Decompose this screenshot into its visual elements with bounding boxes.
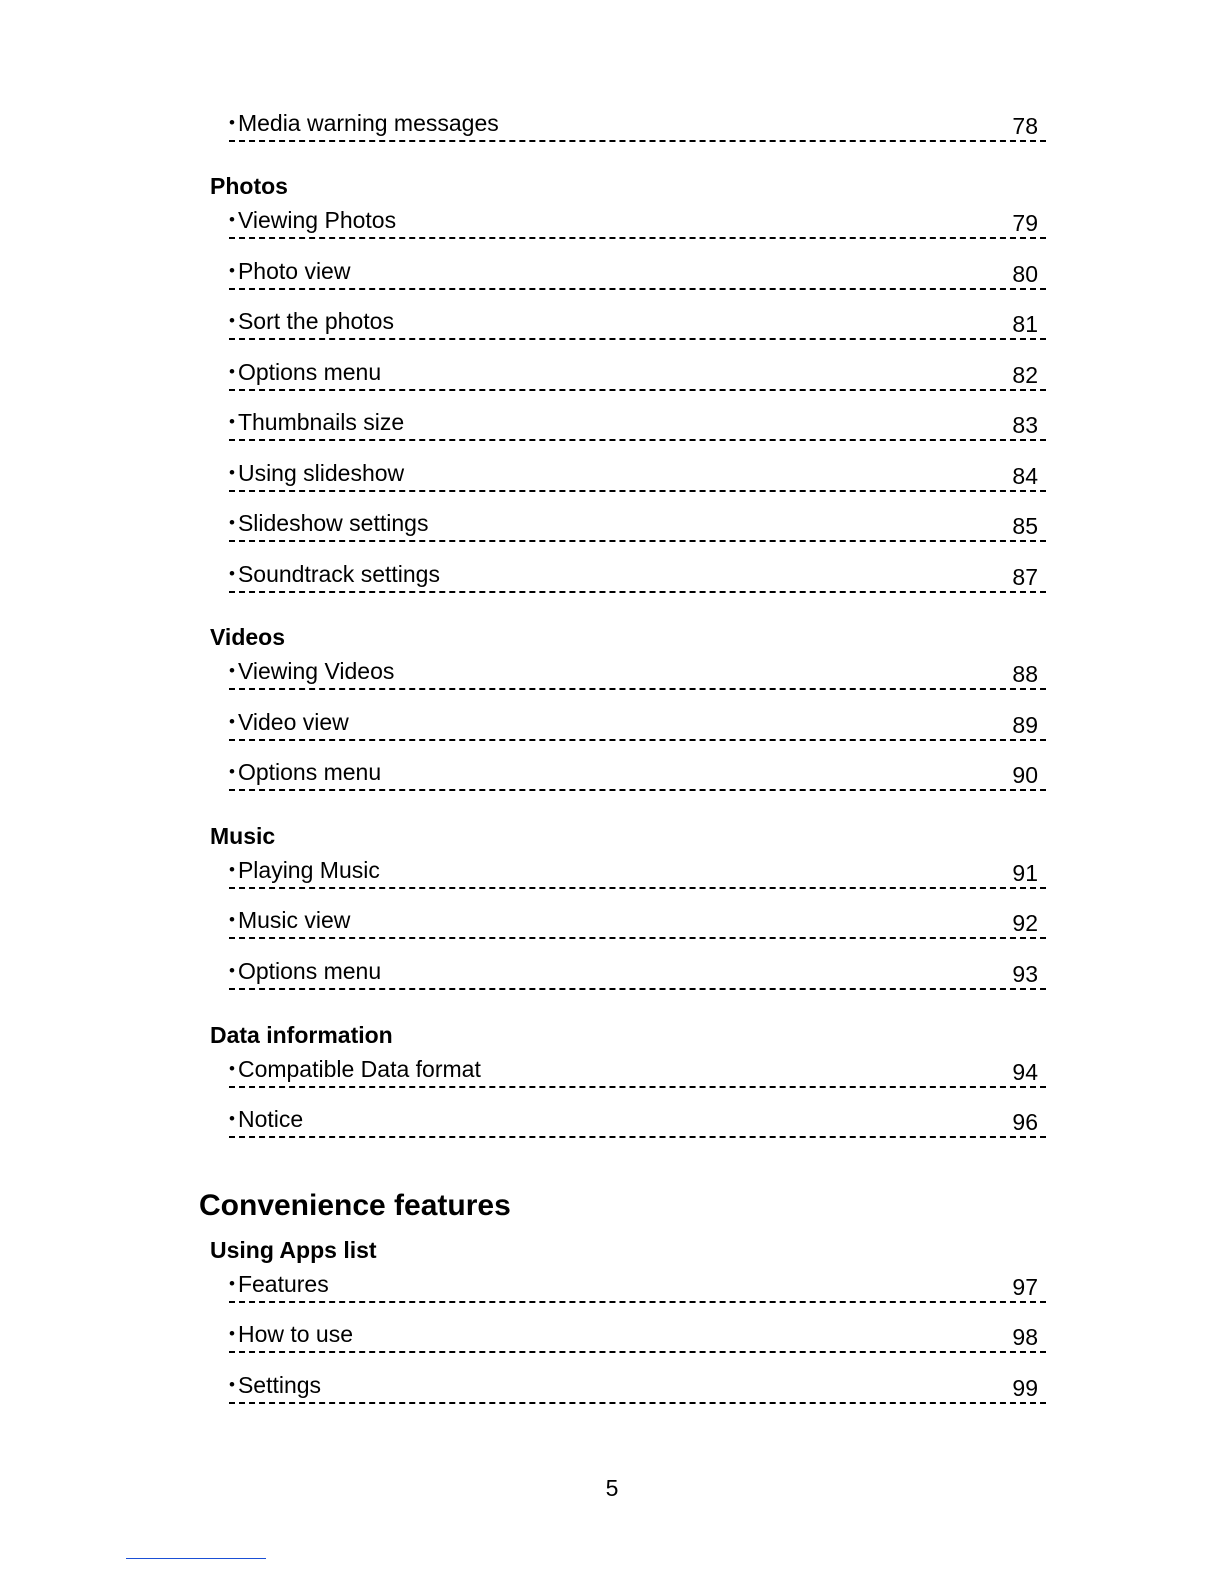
bullet-icon: •: [229, 712, 235, 731]
toc-entry-label: • How to use: [229, 1321, 354, 1347]
section-heading-music: Music: [210, 823, 276, 849]
bullet-icon: •: [229, 860, 235, 879]
bullet-icon: •: [229, 362, 235, 381]
section-heading-photos: Photos: [210, 173, 288, 199]
toc-entry-video-view[interactable]: [229, 703, 1046, 741]
toc-entry-page: 83: [1012, 412, 1038, 438]
page-number: 5: [605, 1475, 619, 1501]
toc-entry-page: 79: [1012, 210, 1038, 236]
toc-entry-photo-view[interactable]: [229, 252, 1046, 290]
toc-entry-music-view[interactable]: [229, 901, 1046, 939]
bullet-icon: •: [229, 564, 235, 583]
toc-entry-label: • Soundtrack settings: [229, 561, 440, 587]
toc-entry-compatible-data-format[interactable]: [229, 1050, 1046, 1088]
bullet-icon: •: [229, 311, 235, 330]
toc-entry-options-menu-photos[interactable]: [229, 353, 1046, 391]
section-heading-data-information: Data information: [210, 1022, 393, 1048]
toc-entry-page: 90: [1012, 762, 1038, 788]
toc-entry-label: • Options menu: [229, 759, 382, 785]
toc-entry-label: • Media warning messages: [229, 110, 499, 136]
toc-entry-thumbnails-size[interactable]: [229, 403, 1046, 441]
toc-entry-features[interactable]: [229, 1265, 1046, 1303]
toc-entry-label: • Viewing Photos: [229, 207, 397, 233]
bullet-icon: •: [229, 1109, 235, 1128]
chapter-heading-convenience-features: Convenience features: [199, 1189, 511, 1222]
bullet-icon: •: [229, 463, 235, 482]
toc-entry-playing-music[interactable]: [229, 851, 1046, 889]
toc-entry-page: 92: [1012, 910, 1038, 936]
bullet-icon: •: [229, 261, 235, 280]
toc-entry-label: • Notice: [229, 1106, 304, 1132]
toc-entry-label: • Compatible Data format: [229, 1056, 481, 1082]
toc-entry-label: • Slideshow settings: [229, 510, 429, 536]
toc-entry-page: 81: [1012, 311, 1038, 337]
bullet-icon: •: [229, 210, 235, 229]
toc-entry-label: • Options menu: [229, 359, 382, 385]
toc-entry-slideshow-settings[interactable]: [229, 504, 1046, 542]
toc-entry-page: 91: [1012, 860, 1038, 886]
toc-entry-using-slideshow[interactable]: [229, 454, 1046, 492]
toc-entry-page: 99: [1012, 1375, 1038, 1401]
toc-entry-label: • Using slideshow: [229, 460, 405, 486]
toc-entry-label: • Video view: [229, 709, 349, 735]
toc-entry-label: • Settings: [229, 1372, 322, 1398]
toc-entry-page: 84: [1012, 463, 1038, 489]
bullet-icon: •: [229, 910, 235, 929]
toc-entry-page: 87: [1012, 564, 1038, 590]
toc-entry-page: 88: [1012, 661, 1038, 687]
toc-entry-label: • Thumbnails size: [229, 409, 405, 435]
toc-entry-label: • Features: [229, 1271, 329, 1297]
toc-entry-viewing-videos[interactable]: [229, 652, 1046, 690]
bullet-icon: •: [229, 1274, 235, 1293]
toc-entry-page: 98: [1012, 1324, 1038, 1350]
toc-entry-label: • Options menu: [229, 958, 382, 984]
toc-entry-options-menu-music[interactable]: [229, 952, 1046, 990]
bullet-icon: •: [229, 961, 235, 980]
bullet-icon: •: [229, 513, 235, 532]
bullet-icon: •: [229, 1324, 235, 1343]
toc-entry-options-menu-videos[interactable]: [229, 753, 1046, 791]
bullet-icon: •: [229, 113, 235, 132]
toc-entry-media-warning-messages[interactable]: [229, 104, 1046, 142]
toc-entry-label: • Photo view: [229, 258, 351, 284]
toc-entry-page: 96: [1012, 1109, 1038, 1135]
toc-entry-viewing-photos[interactable]: [229, 201, 1046, 239]
section-heading-using-apps-list: Using Apps list: [210, 1237, 377, 1263]
toc-entry-page: 82: [1012, 362, 1038, 388]
toc-entry-label: • Sort the photos: [229, 308, 394, 334]
toc-entry-page: 78: [1012, 113, 1038, 139]
toc-entry-page: 93: [1012, 961, 1038, 987]
bullet-icon: •: [229, 661, 235, 680]
toc-entry-page: 97: [1012, 1274, 1038, 1300]
toc-entry-page: 80: [1012, 261, 1038, 287]
toc-entry-notice[interactable]: [229, 1100, 1046, 1138]
section-heading-videos: Videos: [210, 624, 285, 650]
bullet-icon: •: [229, 1375, 235, 1394]
toc-entry-how-to-use[interactable]: [229, 1315, 1046, 1353]
toc-entry-soundtrack-settings[interactable]: [229, 555, 1046, 593]
bullet-icon: •: [229, 1059, 235, 1078]
footnote-divider: [126, 1558, 266, 1559]
toc-entry-label: • Music view: [229, 907, 351, 933]
toc-entry-page: 94: [1012, 1059, 1038, 1085]
toc-entry-label: • Viewing Videos: [229, 658, 395, 684]
bullet-icon: •: [229, 412, 235, 431]
toc-entry-settings[interactable]: [229, 1366, 1046, 1404]
toc-entry-sort-the-photos[interactable]: [229, 302, 1046, 340]
bullet-icon: •: [229, 762, 235, 781]
toc-entry-page: 85: [1012, 513, 1038, 539]
toc-entry-page: 89: [1012, 712, 1038, 738]
toc-entry-label: • Playing Music: [229, 857, 380, 883]
